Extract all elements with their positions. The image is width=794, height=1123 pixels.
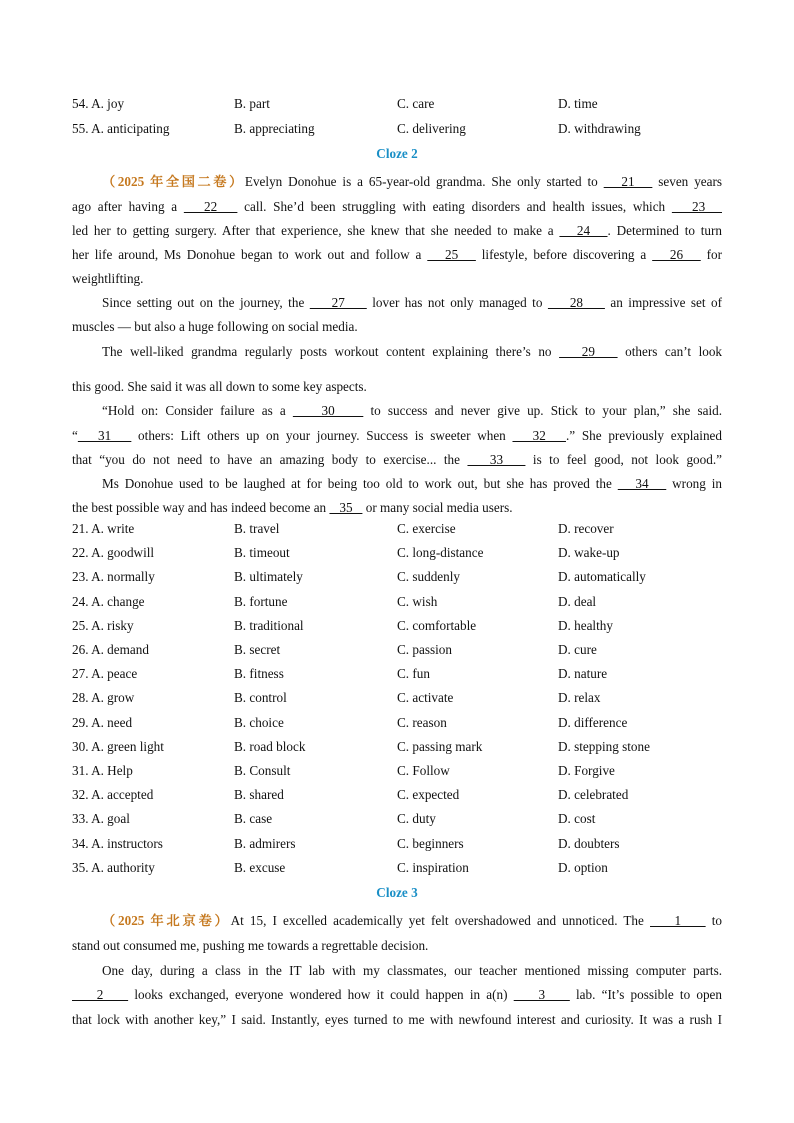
passage-line <box>72 448 722 472</box>
option-b: B. appreciating <box>234 121 315 136</box>
answer-blank: 22 <box>183 199 238 214</box>
answer-blank: 29 <box>559 344 618 359</box>
option-row <box>72 618 732 640</box>
passage-line <box>102 959 722 983</box>
passage-text: looks exchanged, everyone wondered how it could happen in a(n) <box>128 987 514 1002</box>
option-b: B. control <box>234 690 287 706</box>
option-d: D. Forgive <box>558 763 615 778</box>
option-row <box>72 787 732 809</box>
option-a: 54. A. joy <box>72 96 125 111</box>
option-d: D. healthy <box>558 617 613 633</box>
passage-line <box>102 291 722 315</box>
option-a: 30. A. green light <box>72 738 164 754</box>
answer-blank: 32 <box>512 428 566 443</box>
option-row <box>72 715 732 737</box>
passage-text: One day, during a class in the IT lab with my classmates, our teacher mentioned missing computer parts. <box>102 963 722 978</box>
passage-line <box>72 243 722 267</box>
option-row <box>72 121 732 143</box>
passage-text: or many social media users. <box>362 500 513 515</box>
answer-blank: 23 <box>671 199 722 214</box>
option-d: D. option <box>558 859 608 875</box>
passage-text: The well-liked grandma regularly posts workout content explaining there’s no <box>102 344 560 359</box>
option-a: 34. A. instructors <box>72 835 163 851</box>
option-row <box>72 642 732 664</box>
option-d: D. withdrawing <box>558 121 641 136</box>
section-heading: Cloze 3 <box>376 885 418 900</box>
passage-text: Since setting out on the journey, the <box>102 295 310 310</box>
passage-text: her life around, Ms Donohue began to work out and follow a <box>72 247 428 262</box>
section-heading: Cloze 2 <box>376 146 418 161</box>
option-d: D. difference <box>558 714 628 730</box>
option-a: 21. A. write <box>72 521 135 536</box>
option-row <box>72 739 732 761</box>
answer-blank: 33 <box>467 452 526 467</box>
passage-line <box>102 340 722 364</box>
option-row <box>72 763 732 785</box>
passage-text: weightlifting. <box>72 271 144 286</box>
passage-text: .” She previously explained <box>565 428 722 443</box>
option-c: C. reason <box>397 714 447 730</box>
option-row <box>72 521 732 543</box>
option-c: C. long-distance <box>397 545 484 561</box>
option-c: C. exercise <box>397 521 456 536</box>
answer-blank: 2 <box>72 987 129 1002</box>
passage-text: call. She’d been struggling with eating disorders and health issues, which <box>237 199 672 214</box>
option-b: B. Consult <box>234 763 291 778</box>
answer-blank: 24 <box>559 223 608 238</box>
passage-line <box>102 170 722 194</box>
answer-blank: 31 <box>77 428 132 443</box>
option-b: B. choice <box>234 714 284 730</box>
answer-blank: 27 <box>309 295 367 310</box>
option-c: C. passion <box>397 642 452 657</box>
option-d: D. cost <box>558 811 596 827</box>
passage-text: lab. “It’s possible to open <box>569 987 723 1002</box>
option-row <box>72 569 732 591</box>
option-d: D. wake-up <box>558 545 620 561</box>
option-b: B. fortune <box>234 593 288 609</box>
passage-line <box>72 496 722 520</box>
passage-text: . Determined to turn <box>607 223 723 238</box>
passage-text: to <box>705 913 723 928</box>
option-c: C. comfortable <box>397 617 477 633</box>
passage-text: the best possible way and has indeed become an <box>72 500 330 515</box>
answer-blank: 35 <box>329 500 363 515</box>
passage-line <box>102 399 722 423</box>
option-b: B. shared <box>234 787 284 803</box>
option-c: C. care <box>397 96 435 111</box>
passage-text: muscles — but also a huge following on social media. <box>72 319 358 334</box>
option-c: C. inspiration <box>397 859 469 875</box>
passage-text: stand out consumed me, pushing me towards a regrettable decision. <box>72 938 429 953</box>
option-d: D. automatically <box>558 569 646 585</box>
option-c: C. fun <box>397 666 430 682</box>
option-row <box>72 860 732 882</box>
passage-line <box>72 315 722 339</box>
option-row <box>72 666 732 688</box>
passage-line <box>72 195 722 219</box>
answer-blank: 26 <box>652 247 701 262</box>
option-d: D. time <box>558 96 598 111</box>
option-c: C. passing mark <box>397 738 483 754</box>
option-c: C. suddenly <box>397 569 461 585</box>
passage-text: led her to getting surgery. After that experience, she knew that she needed to make a <box>72 223 560 238</box>
passage-text: that “you do not need to have an amazing body to exercise... the <box>72 452 468 467</box>
passage-line <box>72 934 722 958</box>
option-c: C. expected <box>397 787 460 803</box>
answer-blank: 34 <box>617 476 667 491</box>
passage-text: to success and never give up. Stick to your plan,” she said. <box>363 403 723 418</box>
source-label: （2025 年全国二卷） <box>102 174 245 189</box>
source-label: （2025 年北京卷） <box>102 913 231 928</box>
option-d: D. deal <box>558 593 597 609</box>
option-b: B. fitness <box>234 666 284 682</box>
option-c: C. delivering <box>397 121 466 136</box>
option-a: 31. A. Help <box>72 763 133 778</box>
option-row <box>72 594 732 616</box>
passage-text: seven years <box>652 174 723 189</box>
answer-blank: 25 <box>427 247 476 262</box>
answer-blank: 30 <box>292 403 364 418</box>
option-d: D. celebrated <box>558 787 629 803</box>
option-b: B. admirers <box>234 835 296 851</box>
answer-blank: 28 <box>547 295 605 310</box>
answer-blank: 3 <box>513 987 570 1002</box>
option-a: 28. A. grow <box>72 690 135 706</box>
option-a: 22. A. goodwill <box>72 545 155 561</box>
passage-text: this good. She said it was all down to some key aspects. <box>72 379 367 394</box>
option-c: C. activate <box>397 690 454 706</box>
option-b: B. travel <box>234 521 280 536</box>
option-a: 26. A. demand <box>72 642 149 657</box>
passage-text: lifestyle, before discovering a <box>475 247 653 262</box>
passage-line <box>102 909 722 933</box>
option-row <box>72 690 732 712</box>
option-b: B. part <box>234 96 270 111</box>
option-d: D. recover <box>558 521 614 536</box>
option-a: 35. A. authority <box>72 859 155 875</box>
option-b: B. traditional <box>234 617 304 633</box>
option-a: 27. A. peace <box>72 666 138 682</box>
passage-text: others: Lift others up on your journey. Success is sweeter when <box>131 428 513 443</box>
passage-text: Ms Donohue used to be laughed at for being too old to work out, but she has proved the <box>102 476 618 491</box>
option-b: B. ultimately <box>234 569 303 585</box>
passage-line <box>72 424 722 448</box>
passage-line <box>102 472 722 496</box>
option-d: D. doubters <box>558 835 620 851</box>
passage-text: is to feel good, not look good.” <box>525 452 722 467</box>
option-a: 32. A. accepted <box>72 787 154 803</box>
passage-text: others can’t look <box>617 344 723 359</box>
passage-line <box>72 1008 722 1032</box>
option-a: 55. A. anticipating <box>72 121 170 136</box>
option-c: C. beginners <box>397 835 464 851</box>
option-row <box>72 811 732 833</box>
option-d: D. cure <box>558 642 597 657</box>
passage-text: Evelyn Donohue is a 65-year-old grandma. She only started to <box>244 174 604 189</box>
option-a: 25. A. risky <box>72 617 134 633</box>
passage-text: “ <box>72 428 78 443</box>
passage-text: At 15, I excelled academically yet felt overshadowed and unnoticed. The <box>230 913 651 928</box>
answer-blank: 1 <box>650 913 706 928</box>
passage-line <box>72 983 722 1007</box>
option-d: D. nature <box>558 666 608 682</box>
passage-line <box>72 219 722 243</box>
option-c: C. wish <box>397 593 438 609</box>
option-b: B. timeout <box>234 545 290 561</box>
passage-text: that lock with another key,” I said. Instantly, eyes turned to me with newfound interest and curiosity. It was a rush I <box>72 1012 722 1027</box>
option-c: C. duty <box>397 811 436 827</box>
passage-text: lover has not only managed to <box>366 295 548 310</box>
option-row <box>72 545 732 567</box>
option-d: D. relax <box>558 690 601 706</box>
option-b: B. road block <box>234 738 306 754</box>
option-d: D. stepping stone <box>558 738 650 754</box>
option-c: C. Follow <box>397 763 450 778</box>
passage-text: “Hold on: Consider failure as a <box>102 403 293 418</box>
option-a: 23. A. normally <box>72 569 155 585</box>
passage-text: an impressive set of <box>604 295 723 310</box>
answer-blank: 21 <box>603 174 653 189</box>
option-a: 29. A. need <box>72 714 133 730</box>
option-a: 24. A. change <box>72 593 145 609</box>
option-a: 33. A. goal <box>72 811 130 827</box>
passage-text: wrong in <box>666 476 722 491</box>
passage-text: for <box>700 247 723 262</box>
option-b: B. secret <box>234 642 281 657</box>
option-b: B. case <box>234 811 273 827</box>
passage-line <box>72 267 722 291</box>
option-row <box>72 96 732 118</box>
passage-line <box>72 375 722 399</box>
passage-text: ago after having a <box>72 199 184 214</box>
option-row <box>72 836 732 858</box>
option-b: B. excuse <box>234 859 286 875</box>
